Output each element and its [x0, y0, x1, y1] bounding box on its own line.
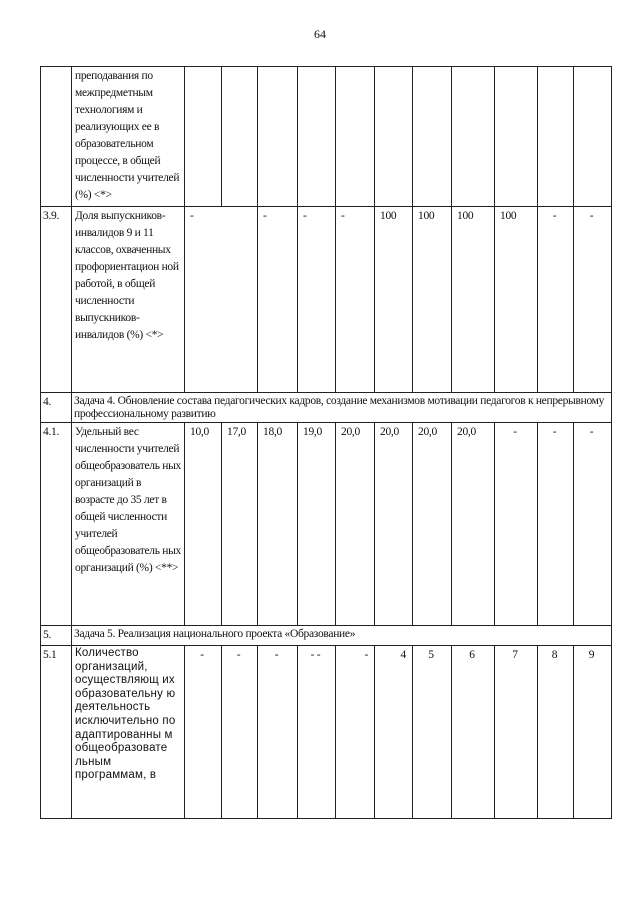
value-cell: [413, 67, 452, 207]
table-row: [41, 423, 612, 626]
value-cell: [574, 67, 612, 207]
indicator-name: преподавания по межпредметным технологиям и реализующих ее в образовательном процессе, в общей численности учителей (%) <*>: [72, 67, 185, 207]
value-cell: 8: [538, 646, 574, 819]
value-cell: -: [258, 646, 298, 819]
value-cell: [538, 67, 574, 207]
row-number: [41, 67, 72, 207]
value-cell: 100: [495, 207, 538, 393]
value-cell: 18,0: [258, 423, 298, 626]
value-cell: 4: [375, 646, 413, 819]
value-cell: -: [538, 423, 574, 626]
value-cell: -: [222, 646, 258, 819]
value-cell: 5: [413, 646, 452, 819]
value-cell: 7: [495, 646, 538, 819]
value-cell: -: [574, 423, 612, 626]
value-cell: - -: [298, 646, 336, 819]
value-cell: -: [185, 207, 258, 393]
value-cell: -: [185, 646, 222, 819]
value-cell: -: [336, 207, 375, 393]
value-cell: 6: [452, 646, 495, 819]
table-row: [41, 67, 612, 207]
table-row: [41, 646, 612, 819]
value-cell: -: [298, 207, 336, 393]
page-number: 64: [314, 27, 326, 41]
value-cell: 20,0: [375, 423, 413, 626]
task-row: [41, 626, 612, 646]
value-cell: -: [258, 207, 298, 393]
value-cell: [336, 67, 375, 207]
value-cell: 100: [452, 207, 495, 393]
row-number: 5.: [41, 626, 72, 646]
table-row: [41, 207, 612, 393]
value-cell: 20,0: [336, 423, 375, 626]
indicator-name: Доля выпускников-инвалидов 9 и 11 классов, охваченных профориентацион ной работой, в общей численности выпускников-инвалидов (%) <*>: [72, 207, 185, 393]
row-number: 3.9.: [41, 207, 72, 393]
value-cell: 20,0: [452, 423, 495, 626]
value-cell: 10,0: [185, 423, 222, 626]
value-cell: 19,0: [298, 423, 336, 626]
row-number: 4.1.: [41, 423, 72, 626]
value-cell: -: [538, 207, 574, 393]
value-cell: [185, 67, 222, 207]
value-cell: [375, 67, 413, 207]
value-cell: [495, 67, 538, 207]
indicators-table: [40, 66, 612, 819]
value-cell: -: [574, 207, 612, 393]
value-cell: 9: [574, 646, 612, 819]
value-cell: [452, 67, 495, 207]
row-number: 5.1: [41, 646, 72, 819]
value-cell: 17,0: [222, 423, 258, 626]
value-cell: [298, 67, 336, 207]
task-heading: Задача 5. Реализация национального проекта «Образование»: [72, 626, 612, 646]
value-cell: -: [495, 423, 538, 626]
value-cell: -: [336, 646, 375, 819]
task-row: [41, 393, 612, 423]
value-cell: 100: [413, 207, 452, 393]
value-cell: [222, 67, 258, 207]
indicator-name: Количество организаций, осуществляющ их образовательну ю деятельность исключительно по адаптированны м общеобразовате льным программам, в: [72, 646, 185, 819]
row-number: 4.: [41, 393, 72, 423]
value-cell: 20,0: [413, 423, 452, 626]
value-cell: [258, 67, 298, 207]
task-heading: Задача 4. Обновление состава педагогических кадров, создание механизмов мотивации педагогов к непрерывному профессиональному развитию: [72, 393, 612, 423]
value-cell: 100: [375, 207, 413, 393]
indicator-name: Удельный вес численности учителей общеобразователь ных организаций в возрасте до 35 лет в общей численности учителей общеобразователь ных организаций (%) <**>: [72, 423, 185, 626]
